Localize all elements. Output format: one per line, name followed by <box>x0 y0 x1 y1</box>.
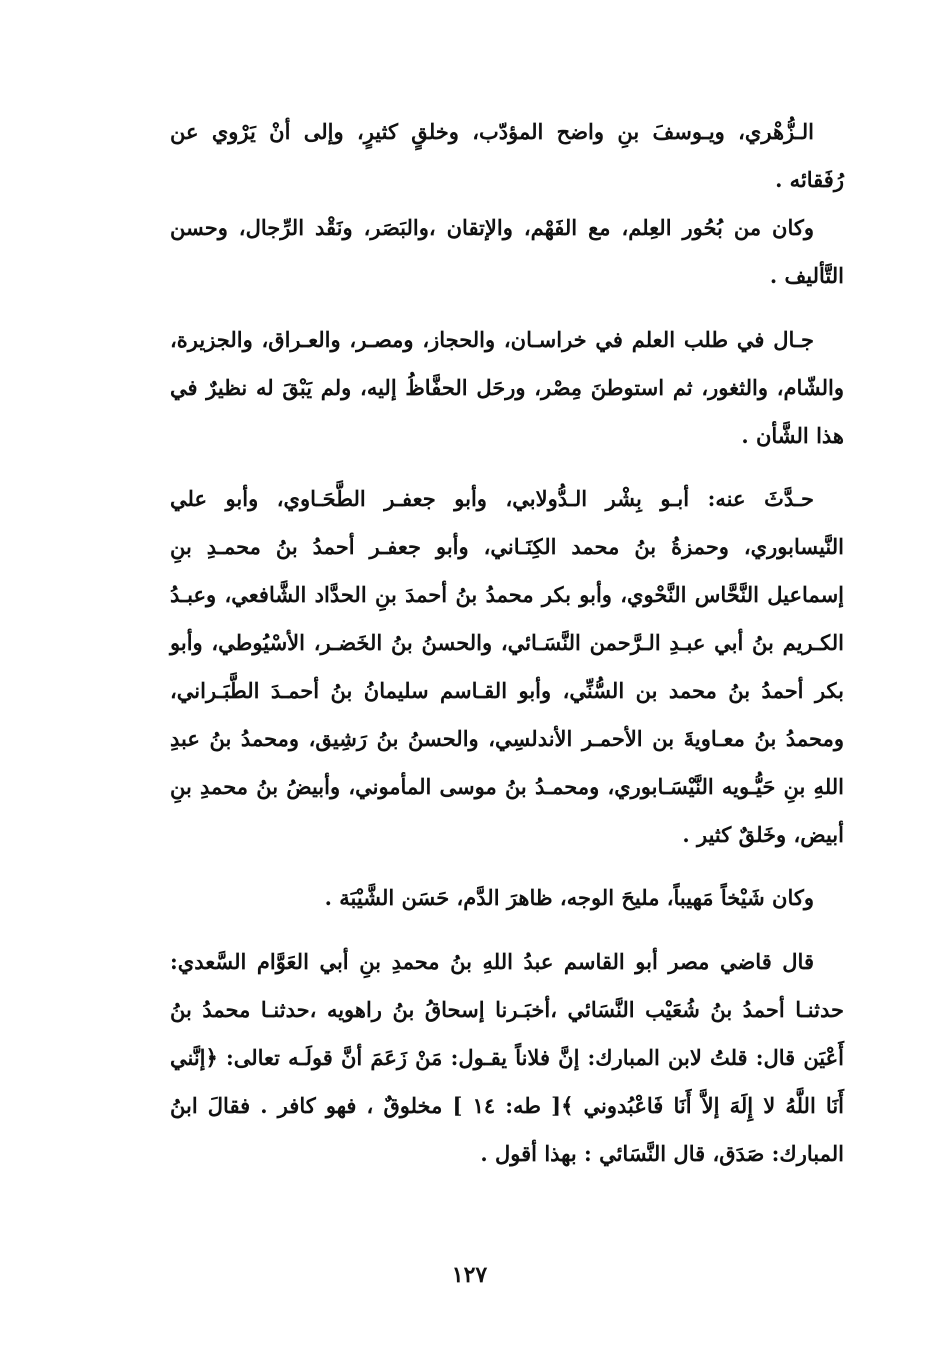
paragraph-knowledge: وكان من بُحُور العِلم، مع الفَهْم، والإتقان ،والبَصَر، ونَقْد الرِّجال، وحسن التَّأليف . <box>170 215 844 288</box>
paragraph-narrators: حـدَّثَ عنه: أبـو بِشْر الـدُّولابي، وأبو جعفـر الطَّحَـاوي، وأبو علي النَّيسابوري، وحمزةُ بنُ محمد الكِنَـاني، وأبو جعفـر أحمدُ بنُ محمـدِ بنِ إسماعيل النَّحَّاس النَّحْوي، وأبو بكر محمدُ بنُ أحمدَ بنِ الحدَّاد الشَّافعي، وعبـدُ الكـريم بنُ أبي عبـدِ الـرَّحمن النَّسَـائي، والحسنُ بنُ الخَضـر، الأسْيُوطي، وأبو بكر أحمدُ بنُ محمد بن السُّنِّي، وأبو القـاسم سليمانُ بنُ أحمـدَ الطَّبَـراني، ومحمدُ بنُ معـاويةَ بن الأحمـر الأندلسِي، والحسنُ بنُ رَشِيق، ومحمدُ بنُ عبدِ اللهِ بنِ حَيُّـويه النَّيْسَـابوري، ومحمـدُ بنُ موسى المأموني، وأبيضُ بنُ محمدِ بنِ أبيض، وخَلقٌ كثير . <box>170 486 844 847</box>
page-number: ١٢٧ <box>451 1262 488 1288</box>
paragraph-appearance: وكان شَيْخاً مَهيباً، مليحَ الوجه، ظاهرَ الدَّم، حَسَن الشَّيْبَة . <box>324 885 814 910</box>
paragraph-quote: قال قاضي مصر أبو القاسم عبدُ اللهِ بنُ محمدِ بنِ أبي العَوَّام السَّعدي: حدثنـا أحمدُ بنُ شُعَيْب النَّسَائي ،أخبَـرنا إسحاقُ بنُ راهويه ،حدثنـا محمدُ بنُ أَعْيَن قال: قلتُ لابن المبارك: إنَّ فلاناً يقـول: مَنْ زَعَمَ أنَّ قولَـه تعالى: ﴿إنَّني أَنَا اللَّهُ لا إِلَهَ إلاَّ أَنَا فَاعْبُدوني ﴾[ طه: ١٤ ] مخلوقٌ ، فهو كافر . فقالَ ابنُ المبارك: صَدَق، قال النَّسَائي : بهذا أقول . <box>170 949 845 1166</box>
paragraph-travels: جـال في طلب العلم في خراسـان، والحجاز، ومصـر، والعـراق، والجزيرة، والشّام، والثغور، ثم استوطنَ مِصْر، ورحَل الحفَّاظُ إليه، ولم يَبْقَ له نظيرٌ في هذا الشَّأن . <box>170 327 844 448</box>
paragraph-students: الـزُّهْري، ويـوسفَ بنِ واضح المؤدّب، وخلقٍ كثيرٍ، وإلى أنْ يَرْوي عن رُفَقائه . <box>170 119 844 192</box>
